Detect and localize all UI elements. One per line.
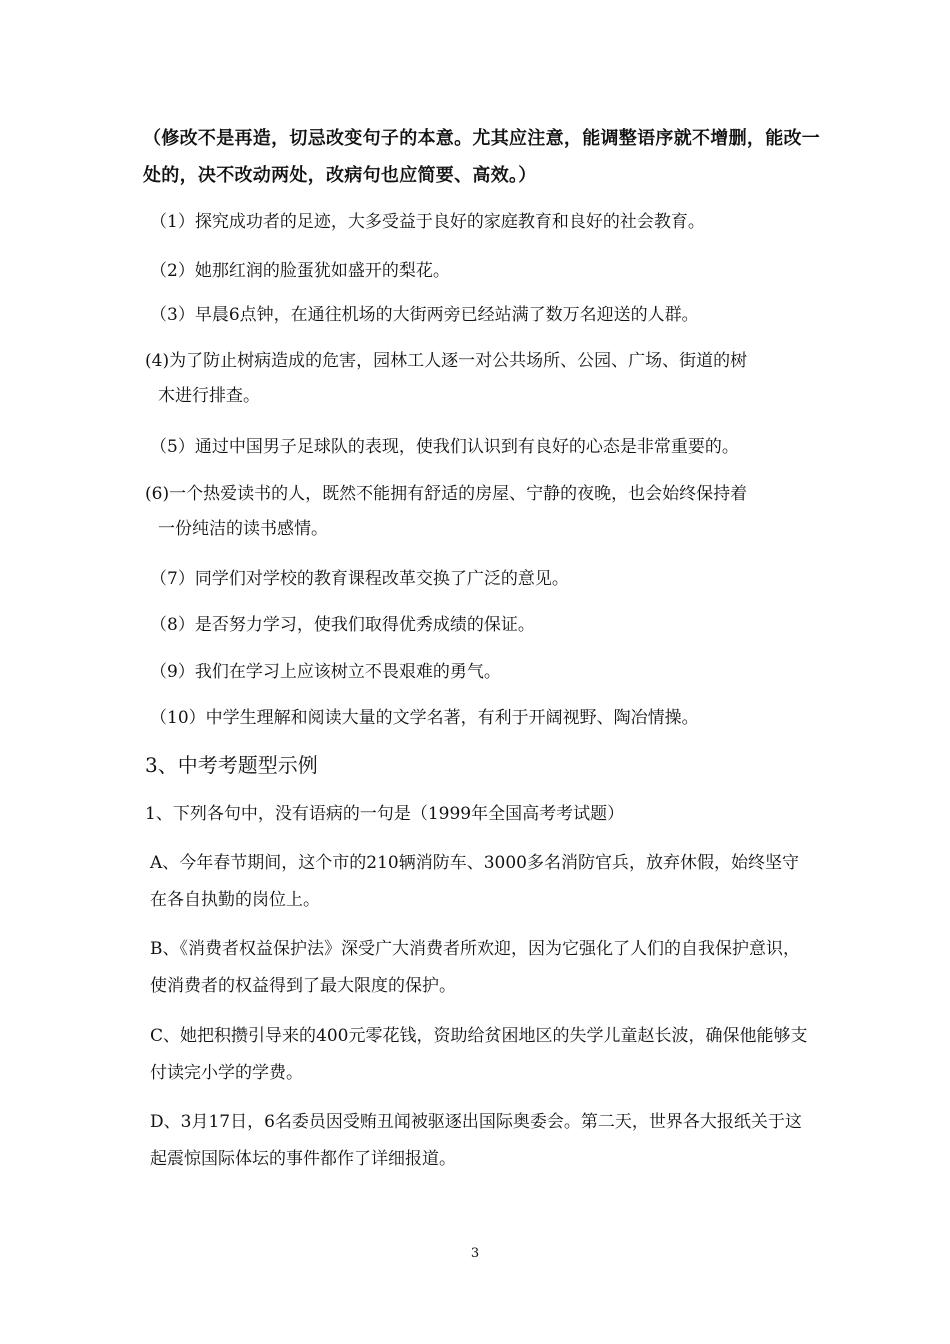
option-c: C、她把积攒引导来的400元零花钱，资助给贫困地区的失学儿童赵长波，确保他能够支付读完小学的学费。 (150, 1026, 808, 1083)
exercise-item-10: （10）中学生理解和阅读大量的文学名著，有利于开阔视野、陶冶情操。 (150, 708, 699, 728)
exercise-item-3: （3）早晨6点钟，在通往机场的大街两旁已经站满了数万名迎送的人群。 (150, 305, 699, 325)
question-stem: 1、下列各句中，没有语病的一句是（1999年全国高考考试题） (145, 804, 625, 824)
exercise-item-4-line-1: (4)为了防止树病造成的危害，园林工人逐一对公共场所、公园、广场、街道的树 (145, 351, 748, 371)
exercise-item-4 (145, 344, 815, 414)
option-b: B、《消费者权益保护法》深受广大消费者所欢迎，因为它强化了人们的自我保护意识，使消费者的权益得到了最大限度的保护。 (150, 939, 800, 996)
section-title: 3、中考考题型示例 (145, 753, 318, 777)
option-a: A、今年春节期间，这个市的210辆消防车、3000多名消防官兵，放弃休假，始终坚守在各自执勤的岗位上。 (150, 853, 799, 910)
exercise-item-4-line-2: 木进行排查。 (158, 386, 260, 406)
option-d: D、3月17日，6名委员因受贿丑闻被驱逐出国际奥委会。第二天，世界各大报纸关于这起震惊国际体坛的事件都作了详细报道。 (150, 1112, 802, 1169)
exercise-item-2: （2）她那红润的脸蛋犹如盛开的梨花。 (150, 261, 450, 281)
exercise-item-8: （8）是否努力学习，使我们取得优秀成绩的保证。 (150, 615, 535, 635)
exercise-item-6-line-2: 一份纯洁的读书感情。 (158, 519, 328, 539)
exercise-item-9: （9）我们在学习上应该树立不畏艰难的勇气。 (150, 662, 501, 682)
exercise-item-1: （1）探究成功者的足迹，大多受益于良好的家庭教育和良好的社会教育。 (150, 212, 705, 232)
exercise-item-7: （7）同学们对学校的教育课程改革交换了广泛的意见。 (150, 569, 569, 589)
exercise-item-5: （5）通过中国男子足球队的表现，使我们认识到有良好的心态是非常重要的。 (150, 437, 739, 457)
exercise-item-6-line-1: (6)一个热爱读书的人，既然不能拥有舒适的房屋、宁静的夜晚，也会始终保持着 (145, 484, 748, 504)
instruction-note: （修改不是再造，切忌改变句子的本意。尤其应注意，能调整语序就不增删，能改一处的，决不改动两处，改病句也应简要、高效。） (143, 128, 821, 186)
exercise-item-6 (145, 477, 815, 547)
page-number: 3 (470, 1246, 480, 1261)
